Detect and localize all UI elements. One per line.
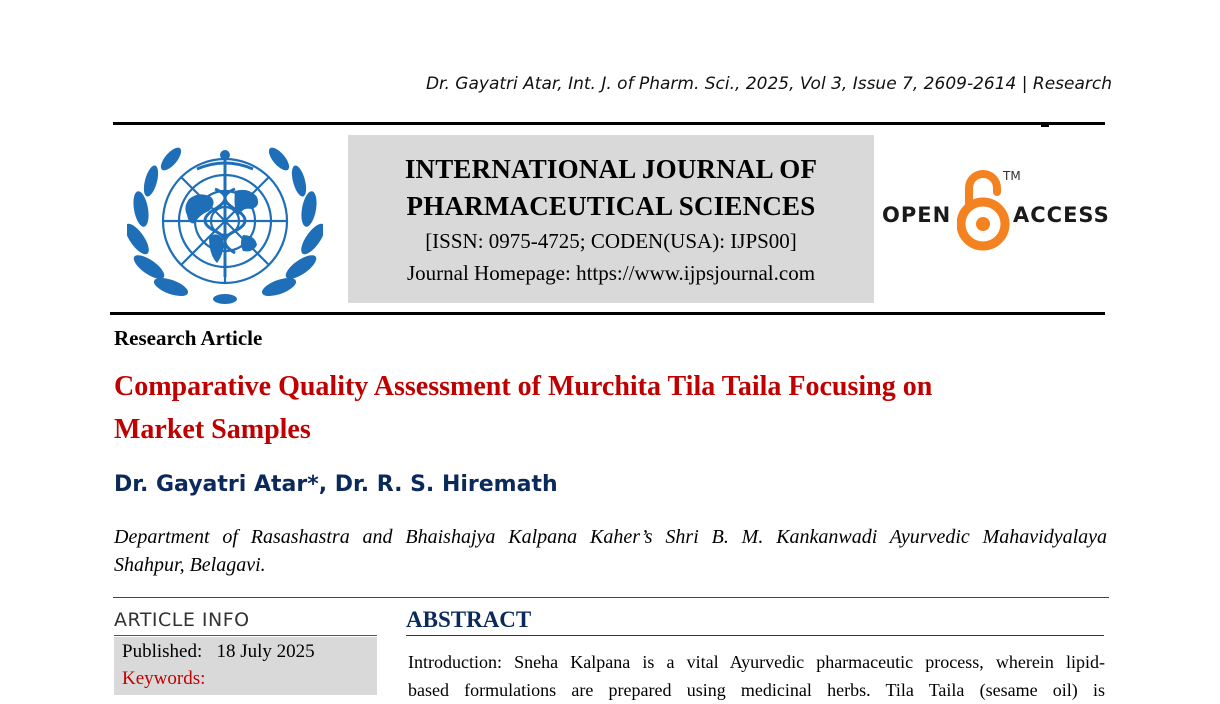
section-divider — [113, 597, 1109, 598]
published-date: 18 July 2025 — [216, 641, 315, 662]
abstract-text — [408, 648, 1105, 704]
trademark-mark: TM — [1003, 169, 1021, 183]
abstract-line1: Introduction: Sneha Kalpana is a vital Ayurvedic pharmaceutic process, wherein lipid- — [408, 652, 1105, 672]
keywords-label: Keywords: — [122, 668, 206, 689]
journal-name-line2: PHARMACEUTICAL SCIENCES — [406, 191, 816, 221]
abstract-rule — [406, 635, 1104, 636]
citation-header: Dr. Gayatri Atar, Int. J. of Pharm. Sci., 2025, Vol 3, Issue 7, 2609-2614 | Research — [425, 74, 1112, 94]
abstract-heading: ABSTRACT — [406, 607, 532, 632]
top-rule — [113, 122, 1105, 125]
journal-issn: [ISSN: 0975-4725; CODEN(USA): IJPS00] — [425, 229, 797, 253]
affiliation-line1: Department of Rasashastra and Bhaishajya Kalpana Kaher’s Shri B. M. Kankanwadi Ayurvedic Mahavidyalaya — [114, 526, 1107, 548]
masthead-bottom-rule — [110, 312, 1105, 315]
open-access-logo — [880, 166, 1110, 252]
article-type: Research Article — [114, 326, 263, 350]
open-access-access-word: ACCESS — [1013, 203, 1110, 227]
rule-mark — [1041, 125, 1049, 127]
article-info-rule — [114, 635, 377, 636]
published-label: Published: — [122, 641, 203, 662]
article-info-heading: ARTICLE INFO — [114, 609, 250, 631]
journal-homepage: Journal Homepage: https://www.ijpsjournal.com — [406, 261, 816, 285]
published-row — [122, 641, 315, 663]
article-info-box — [114, 637, 377, 695]
article-title — [114, 365, 1094, 451]
journal-emblem-icon — [127, 139, 323, 305]
journal-name-line1: INTERNATIONAL JOURNAL OF — [404, 154, 818, 184]
affiliation-line2: Shahpur, Belagavi. — [114, 554, 266, 576]
journal-masthead — [348, 135, 874, 303]
abstract-line2: based formulations are prepared using medicinal herbs. Tila Taila (sesame oil) is — [408, 680, 1105, 700]
open-access-open-word: OPEN — [882, 203, 952, 227]
article-title-line2: Market Samples — [114, 414, 311, 445]
article-authors: Dr. Gayatri Atar*, Dr. R. S. Hiremath — [114, 472, 558, 497]
article-title-line1: Comparative Quality Assessment of Murchita Tila Taila Focusing on — [114, 371, 933, 402]
author-affiliation — [114, 523, 1107, 579]
